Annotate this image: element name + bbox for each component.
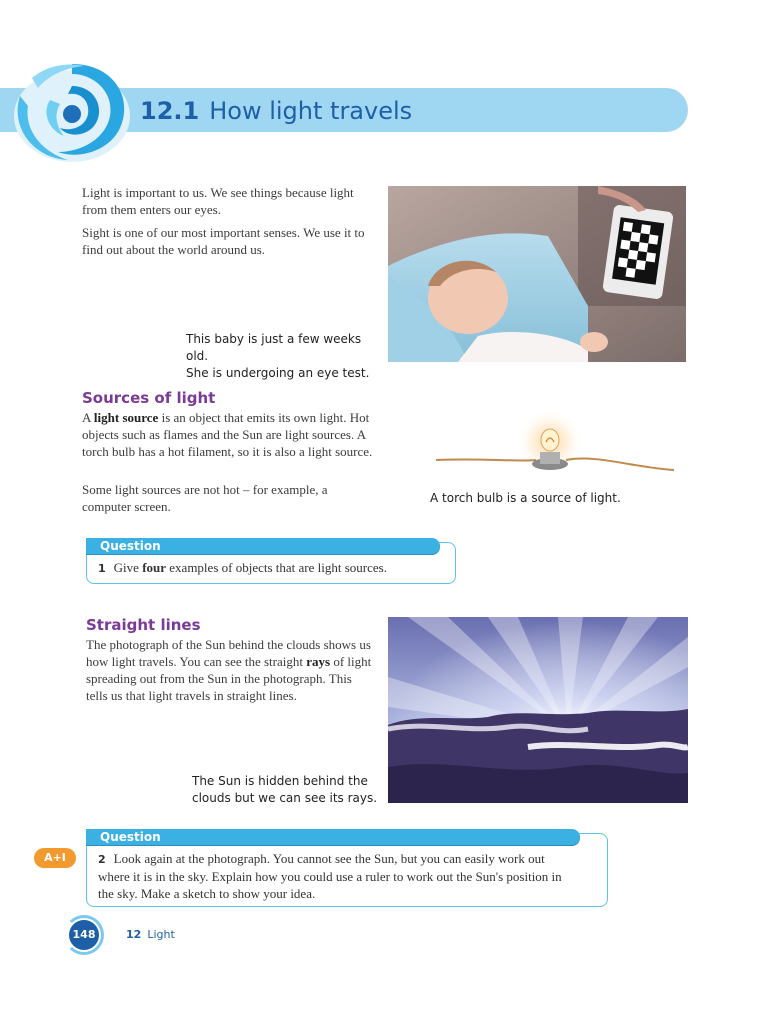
chapter-number: 12 (126, 928, 142, 941)
sl-p1-before: The photograph of the Sun behind the clouds shows us how light travels. You can see the straight (86, 637, 371, 669)
section-title: How light travels (209, 97, 413, 125)
baby-photo-caption (186, 331, 386, 382)
question-1-text (98, 559, 450, 577)
question-2-tab: Question (86, 829, 580, 845)
sources-paragraph-1 (82, 409, 376, 460)
q1-text-before: Give (113, 560, 143, 575)
straight-lines-heading: Straight lines (86, 616, 201, 634)
sl-p1-after: of light spreading out from the Sun in the photograph. This tells us that light travels in straight lines. (86, 654, 372, 703)
sources-p1-before: A (82, 410, 94, 425)
ai-badge: A+I (34, 848, 76, 868)
section-number: 12.1 (140, 97, 200, 125)
swirl-logo-icon (2, 56, 140, 168)
sun-caption-line-2: clouds but we can see its rays. (192, 791, 378, 805)
question-2-text (98, 850, 564, 902)
question-2-number: 2 (98, 853, 106, 866)
question-1-tab: Question (86, 538, 440, 554)
intro-paragraph-2: Sight is one of our most important senses. We use it to find out about the world around us. (82, 225, 365, 257)
sun-caption-line-1: The Sun is hidden behind the (192, 774, 368, 788)
term-light-source: light source (93, 410, 159, 425)
sun-rays-photo (388, 617, 688, 803)
page-number: 148 (69, 920, 99, 950)
baby-caption-line-2: She is undergoing an eye test. (186, 366, 370, 380)
straight-lines-paragraph (86, 636, 376, 704)
light-bulb-icon (436, 412, 676, 488)
chapter-title: Light (147, 928, 175, 941)
q1-text-after: examples of objects that are light sources. (166, 560, 387, 575)
chapter-label (126, 928, 175, 941)
sources-paragraph-2: Some light sources are not hot – for example, a computer screen. (82, 482, 328, 514)
baby-eye-test-photo (388, 186, 686, 362)
bulb-caption: A torch bulb is a source of light. (430, 491, 621, 505)
sources-heading: Sources of light (82, 389, 216, 407)
sun-photo-caption (192, 773, 392, 807)
term-rays: rays (306, 654, 331, 669)
q1-text-bold: four (142, 560, 167, 575)
baby-caption-line-1: This baby is just a few weeks old. (186, 332, 362, 363)
intro-paragraph-1: Light is important to us. We see things because light from them enters our eyes. (82, 185, 354, 217)
sources-p1-after: is an object that emits its own light. Hot objects such as flames and the Sun are light sources. A torch bulb has a hot filament, so it is also a light source. (82, 410, 373, 459)
q2-text-body: Look again at the photograph. You cannot see the Sun, but you can easily work out where it is in the sky. Explain how you could use a ruler to work out the Sun's position in the sky. Make a sketch to show your idea. (98, 851, 562, 901)
question-1-number: 1 (98, 562, 106, 575)
page-title (140, 94, 412, 128)
